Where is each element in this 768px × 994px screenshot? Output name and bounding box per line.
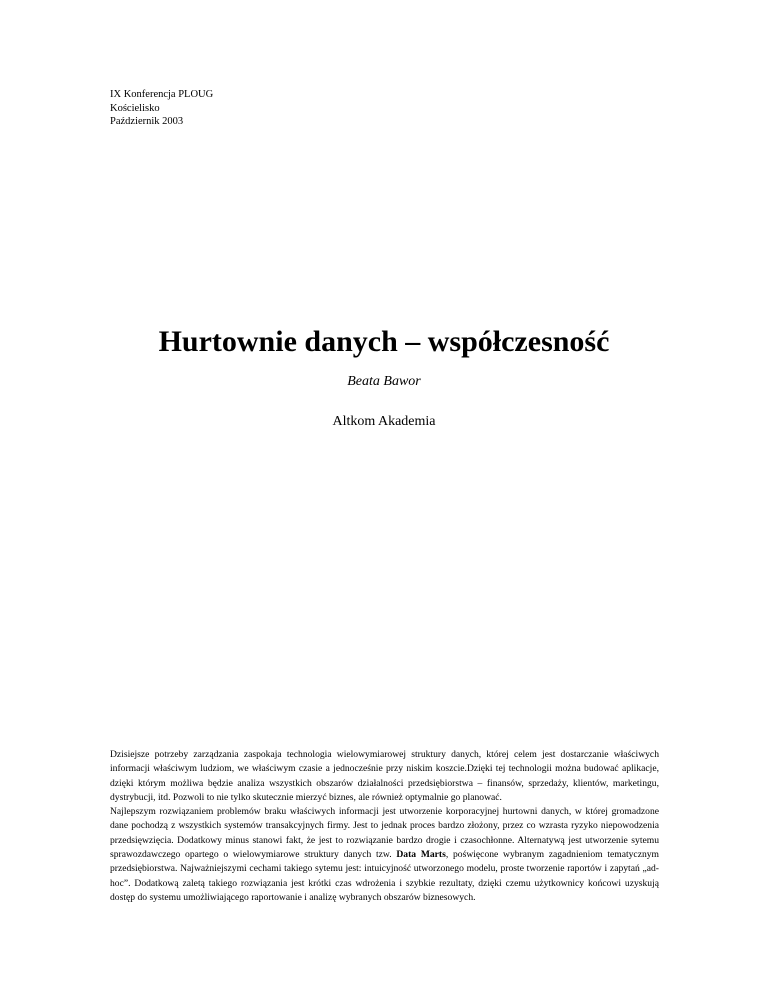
abstract-paragraph-2-text: Najlepszym rozwiązaniem problemów braku właściwych informacji jest utworzenie korporacyjnej hurtowni danych, w której gromadzone dane pochodzą z wszystkich systemów transakcyjnych firmy. Jest to jednak proces bardzo złożony, przez co wzrasta ryzyko niepowodzenia przedsięwzięcia. Dodatkowy minus stanowi fakt, że jest to rozwiązanie bardzo drogie i czasochłonne. Alternatywą jest utworzenie sytemu sprawozdawczego opartego o wielowymiarowe struktury danych tzw. — [110, 806, 659, 861]
author-name: Beata Bawor — [347, 374, 421, 389]
conference-header — [110, 88, 213, 129]
conference-location: Kościelisko — [110, 102, 160, 114]
conference-name: IX Konferencja PLOUG — [110, 89, 214, 100]
data-marts-term: Data Marts — [396, 849, 446, 861]
abstract-paragraph-1: Dzisiejsze potrzeby zarządzania zaspokaja technologia wielowymiarowej struktury danych, której celem jest dostarczanie właściwych informacji właściwym ludziom, we właściwym czasie a jednocześnie przy niskim koszcie.Dzięki tej technologii można budować aplikacje, dzięki którym możliwa będzie analiza wszystkich obszarów działalności przedsiębiorstwa – finansów, sprzedaży, klientów, marketingu, dystrybucji, itd. Pozwoli to nie tylko skutecznie mierzyć biznes, ale również optymalnie go planować. — [110, 749, 659, 803]
paper-title: Hurtownie danych – współczesność — [158, 325, 610, 358]
conference-date: Październik 2003 — [110, 116, 184, 127]
author-affiliation: Altkom Akademia — [332, 414, 436, 429]
abstract — [110, 748, 659, 905]
abstract-paragraph-2-text-end: , poświęcone wybranym zagadnieniom tematycznym przedsiębiorstwa. Najważniejszymi cechami takiego sytemu jest: intuicyjność utworzonego modelu, proste tworzenie raportów i zapytań „ad-hoc”. Dodatkową zaletą takiego rozwiązania jest krótki czas wdrożenia i szybkie rezultaty, dzięki czemu użytkownicy końcowi uzyskują dostęp do systemu umożliwiającego raportowanie i analizę wybranych obszarów biznesowych. — [110, 849, 660, 903]
abstract-paragraph-2 — [110, 805, 659, 905]
